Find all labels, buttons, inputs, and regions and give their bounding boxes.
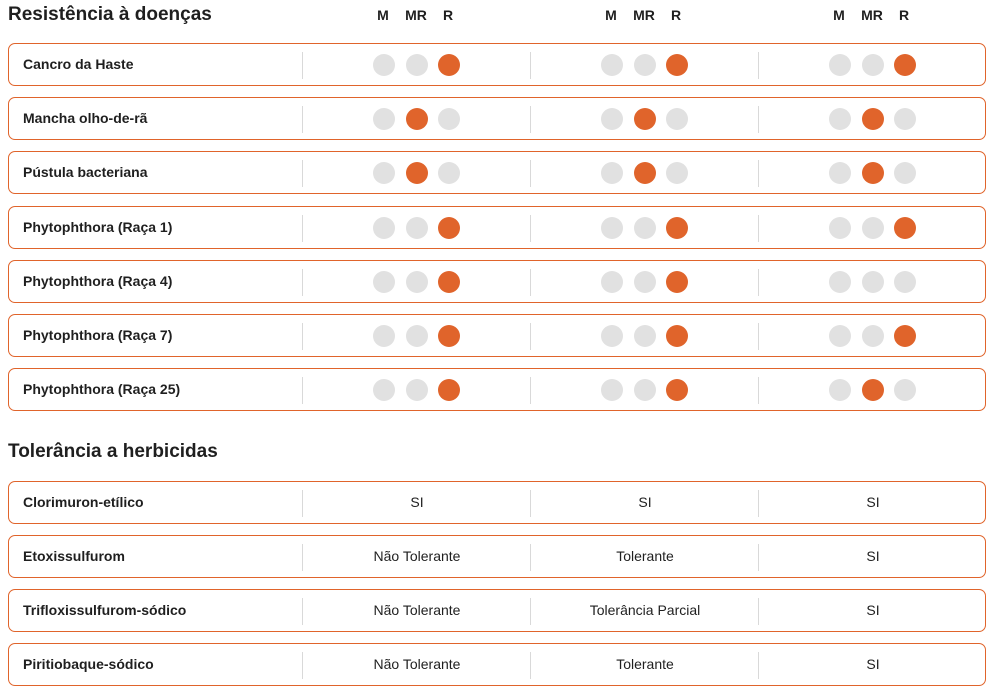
rating-cell bbox=[531, 44, 759, 85]
tolerance-value: Não Tolerante bbox=[373, 602, 461, 618]
rating-dot-r bbox=[894, 271, 916, 293]
disease-row-label: Phytophthora (Raça 25) bbox=[23, 381, 181, 397]
rating-cell bbox=[303, 98, 531, 139]
rating-dot-m bbox=[373, 379, 395, 401]
rating-cell bbox=[759, 261, 987, 302]
rating-cell bbox=[759, 369, 987, 410]
rating-dot-r bbox=[438, 379, 460, 401]
rating-dot-m bbox=[829, 271, 851, 293]
legend-m: M bbox=[377, 7, 389, 23]
tolerance-cell bbox=[531, 536, 759, 577]
rating-dot-m bbox=[829, 108, 851, 130]
rating-dot-mr bbox=[406, 162, 428, 184]
rating-dot-r bbox=[438, 108, 460, 130]
rating-dot-r bbox=[894, 217, 916, 239]
rating-dot-mr bbox=[406, 271, 428, 293]
tolerance-cell bbox=[759, 644, 987, 685]
tolerance-value: SI bbox=[866, 548, 880, 564]
rating-dot-r bbox=[894, 379, 916, 401]
rating-dot-mr bbox=[862, 54, 884, 76]
rating-cell bbox=[531, 152, 759, 193]
legend-mr: MR bbox=[633, 7, 655, 23]
legend-m: M bbox=[605, 7, 617, 23]
rating-dot-mr bbox=[634, 217, 656, 239]
rating-cell bbox=[759, 315, 987, 356]
rating-cell bbox=[531, 207, 759, 248]
rating-dot-mr bbox=[862, 108, 884, 130]
tolerance-cell bbox=[303, 644, 531, 685]
disease-row-label: Phytophthora (Raça 1) bbox=[23, 219, 173, 235]
tolerance-value: Não Tolerante bbox=[373, 548, 461, 564]
legend-col-3 bbox=[822, 5, 922, 25]
rating-dot-m bbox=[601, 108, 623, 130]
rating-dot-m bbox=[373, 271, 395, 293]
disease-row-label: Cancro da Haste bbox=[23, 56, 134, 72]
rating-cell bbox=[531, 98, 759, 139]
rating-cell bbox=[531, 315, 759, 356]
tolerance-value: Tolerância Parcial bbox=[589, 602, 701, 618]
herbicide-row-label: Clorimuron-etílico bbox=[23, 494, 144, 510]
disease-row bbox=[8, 368, 986, 411]
legend-col-1 bbox=[366, 5, 466, 25]
herbicide-row-label: Trifloxissulfurom-sódico bbox=[23, 602, 187, 618]
rating-dot-r bbox=[666, 108, 688, 130]
rating-cell bbox=[759, 44, 987, 85]
rating-dot-r bbox=[894, 162, 916, 184]
rating-dot-mr bbox=[862, 217, 884, 239]
rating-cell bbox=[303, 152, 531, 193]
rating-cell bbox=[303, 369, 531, 410]
rating-dot-r bbox=[438, 217, 460, 239]
tolerance-value: SI bbox=[866, 602, 880, 618]
legend-r: R bbox=[442, 7, 454, 23]
disease-row bbox=[8, 43, 986, 86]
herbicide-row bbox=[8, 535, 986, 578]
rating-cell bbox=[303, 261, 531, 302]
rating-dot-m bbox=[601, 271, 623, 293]
rating-cell bbox=[531, 369, 759, 410]
rating-dot-m bbox=[829, 217, 851, 239]
herbicide-row-label: Etoxissulfurom bbox=[23, 548, 125, 564]
rating-dot-m bbox=[601, 217, 623, 239]
tolerance-value: SI bbox=[638, 494, 652, 510]
rating-dot-mr bbox=[634, 271, 656, 293]
rating-dot-m bbox=[829, 162, 851, 184]
tolerance-cell bbox=[531, 482, 759, 523]
rating-dot-mr bbox=[634, 54, 656, 76]
legend-col-2 bbox=[594, 5, 694, 25]
rating-dot-r bbox=[438, 325, 460, 347]
rating-dot-r bbox=[666, 379, 688, 401]
rating-dot-m bbox=[373, 54, 395, 76]
rating-dot-r bbox=[666, 54, 688, 76]
rating-dot-m bbox=[601, 162, 623, 184]
tolerance-cell bbox=[303, 536, 531, 577]
rating-dot-mr bbox=[862, 379, 884, 401]
rating-dot-r bbox=[666, 162, 688, 184]
rating-dot-mr bbox=[634, 325, 656, 347]
tolerance-cell bbox=[759, 590, 987, 631]
disease-row-label: Phytophthora (Raça 4) bbox=[23, 273, 173, 289]
rating-dot-mr bbox=[862, 271, 884, 293]
rating-dot-mr bbox=[862, 325, 884, 347]
legend-r: R bbox=[898, 7, 910, 23]
tolerance-value: Tolerante bbox=[616, 656, 674, 672]
rating-dot-r bbox=[438, 271, 460, 293]
disease-row bbox=[8, 260, 986, 303]
tolerance-cell bbox=[303, 482, 531, 523]
legend-m: M bbox=[833, 7, 845, 23]
rating-dot-m bbox=[373, 108, 395, 130]
rating-cell bbox=[303, 315, 531, 356]
herbicide-row bbox=[8, 643, 986, 686]
rating-dot-m bbox=[601, 379, 623, 401]
disease-section-title: Resistência à doenças bbox=[8, 4, 212, 25]
rating-dot-m bbox=[829, 379, 851, 401]
herbicide-section-title: Tolerância a herbicidas bbox=[8, 441, 218, 462]
rating-cell bbox=[759, 207, 987, 248]
disease-row bbox=[8, 151, 986, 194]
disease-row bbox=[8, 314, 986, 357]
rating-dot-r bbox=[666, 325, 688, 347]
rating-cell bbox=[303, 207, 531, 248]
tolerance-value: SI bbox=[866, 656, 880, 672]
rating-dot-r bbox=[438, 162, 460, 184]
rating-dot-m bbox=[829, 325, 851, 347]
disease-row bbox=[8, 206, 986, 249]
herbicide-row bbox=[8, 481, 986, 524]
rating-cell bbox=[303, 44, 531, 85]
tolerance-value: Não Tolerante bbox=[373, 656, 461, 672]
tolerance-cell bbox=[531, 644, 759, 685]
tolerance-cell bbox=[531, 590, 759, 631]
herbicide-row-label: Piritiobaque-sódico bbox=[23, 656, 154, 672]
rating-dot-m bbox=[601, 54, 623, 76]
herbicide-row bbox=[8, 589, 986, 632]
rating-dot-mr bbox=[406, 217, 428, 239]
disease-row-label: Mancha olho-de-rã bbox=[23, 110, 148, 126]
rating-dot-mr bbox=[406, 325, 428, 347]
rating-cell bbox=[531, 261, 759, 302]
rating-dot-r bbox=[438, 54, 460, 76]
disease-row-label: Phytophthora (Raça 7) bbox=[23, 327, 173, 343]
rating-dot-m bbox=[829, 54, 851, 76]
tolerance-value: Tolerante bbox=[616, 548, 674, 564]
rating-dot-m bbox=[373, 325, 395, 347]
rating-dot-m bbox=[373, 162, 395, 184]
legend-mr: MR bbox=[861, 7, 883, 23]
rating-dot-m bbox=[601, 325, 623, 347]
rating-dot-r bbox=[666, 271, 688, 293]
rating-dot-mr bbox=[634, 379, 656, 401]
rating-dot-mr bbox=[406, 108, 428, 130]
rating-dot-m bbox=[373, 217, 395, 239]
rating-dot-r bbox=[666, 217, 688, 239]
rating-dot-r bbox=[894, 325, 916, 347]
rating-dot-mr bbox=[634, 162, 656, 184]
rating-dot-r bbox=[894, 54, 916, 76]
rating-cell bbox=[759, 98, 987, 139]
rating-cell bbox=[759, 152, 987, 193]
rating-dot-mr bbox=[406, 379, 428, 401]
tolerance-cell bbox=[759, 482, 987, 523]
disease-row bbox=[8, 97, 986, 140]
legend-r: R bbox=[670, 7, 682, 23]
rating-dot-mr bbox=[634, 108, 656, 130]
rating-dot-r bbox=[894, 108, 916, 130]
tolerance-value: SI bbox=[410, 494, 424, 510]
rating-dot-mr bbox=[862, 162, 884, 184]
rating-dot-mr bbox=[406, 54, 428, 76]
disease-row-label: Pústula bacteriana bbox=[23, 164, 148, 180]
tolerance-value: SI bbox=[866, 494, 880, 510]
tolerance-cell bbox=[759, 536, 987, 577]
legend-mr: MR bbox=[405, 7, 427, 23]
tolerance-cell bbox=[303, 590, 531, 631]
